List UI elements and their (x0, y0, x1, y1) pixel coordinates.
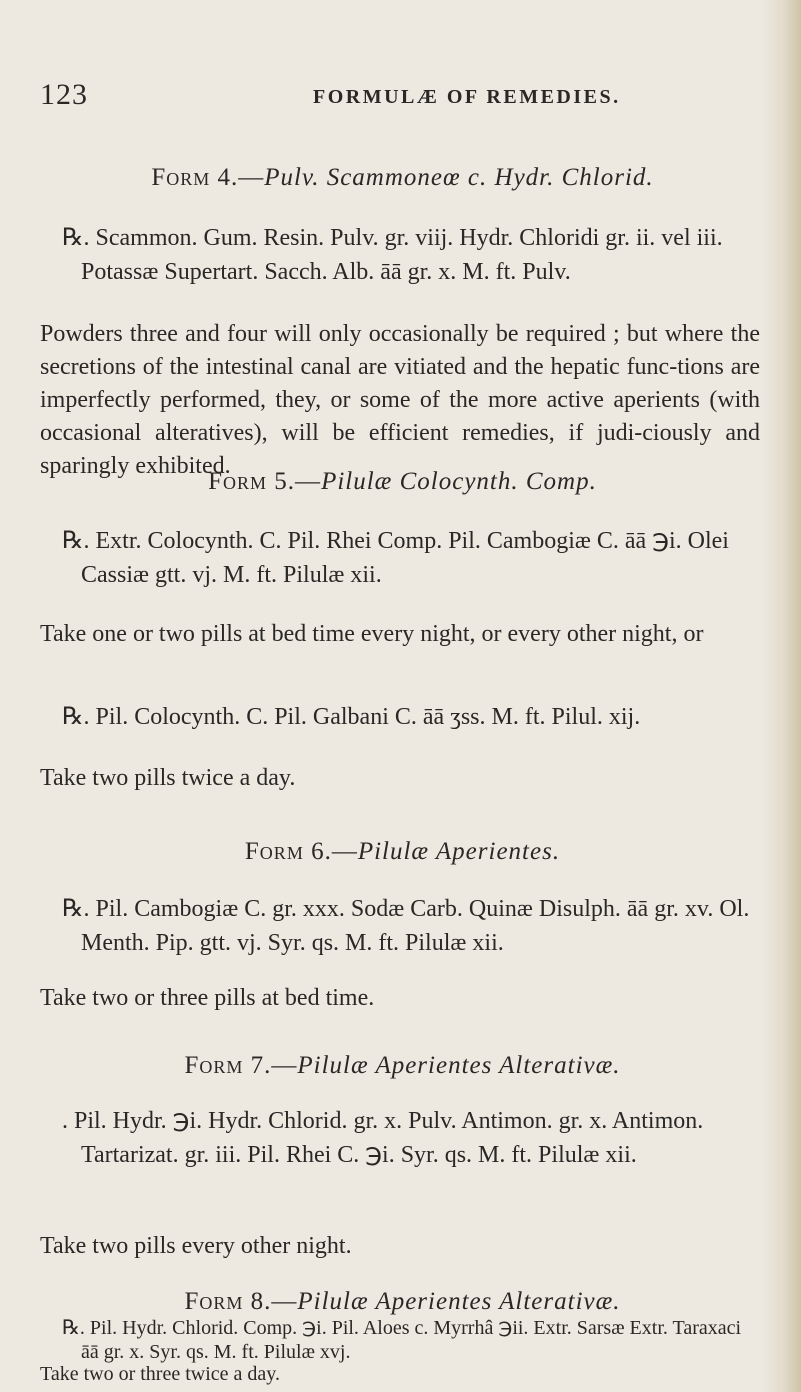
form6-directions: Take two or three pills at bed time. (40, 985, 375, 1011)
form5-directions: Take one or two pills at bed time every night, or every other night, or (40, 621, 704, 647)
form7-prescription: . Pil. Hydr. ℈i. Hydr. Chlorid. gr. x. Pulv. Antimon. gr. x. Antimon. Tartarizat. gr. iii. Pil. Rhei C. ℈i. Syr. qs. M. ft. Pilulæ xii. (62, 1108, 704, 1168)
page-header (40, 78, 760, 118)
form6-title: Form 6.—Pilulæ Aperientes. (244, 838, 561, 865)
paragraph-1: Powders three and four will only occasionally be required ; but where the secretions of the intestinal canal are vitiated and the hepatic func-tions are imperfectly performed, they, or some of the more active aperients (with occasional alteratives), will be efficient remedies, if judi-ciously and sparingly exhibited. (40, 321, 760, 479)
form6-prescription: ℞. Pil. Cambogiæ C. gr. xxx. Sodæ Carb. Quinæ Disulph. āā gr. xv. Ol. Menth. Pip. gtt. vj. Syr. qs. M. ft. Pilulæ xii. (62, 896, 750, 956)
form5-title: Form 5.—Pilulæ Colocynth. Comp. (208, 468, 597, 495)
form7-directions: Take two pills every other night. (40, 1233, 352, 1259)
form8-prescription: ℞. Pil. Hydr. Chlorid. Comp. ℈i. Pil. Aloes c. Myrrhâ ℈ii. Extr. Sarsæ Extr. Taraxaci āā gr. x. Syr. qs. M. ft. Pilulæ xvj. (62, 1317, 742, 1363)
form5-prescription: ℞. Extr. Colocynth. C. Pil. Rhei Comp. Pil. Cambogiæ C. āā ℈i. Olei Cassiæ gtt. vj. M. ft. Pilulæ xii. (62, 528, 729, 588)
form5-directions-alt: Take two pills twice a day. (40, 765, 296, 791)
form5-prescription-alt: ℞. Pil. Colocynth. C. Pil. Galbani C. āā ʒss. M. ft. Pilul. xij. (62, 704, 641, 730)
form4-title: Form 4.—Pulv. Scammoneœ c. Hydr. Chlorid. (151, 164, 654, 191)
form8-directions: Take two or three twice a day. (40, 1363, 280, 1385)
running-head: FORMULÆ OF REMEDIES. (313, 86, 621, 108)
page-number: 123 (40, 78, 88, 111)
form4-prescription: ℞. Scammon. Gum. Resin. Pulv. gr. viij. Hydr. Chloridi gr. ii. vel iii. Potassæ Supertart. Sacch. Alb. āā gr. x. M. ft. Pulv. (62, 225, 723, 285)
page-edge-shadow (761, 0, 801, 1392)
form7-title: Form 7.—Pilulæ Aperientes Alterativæ. (184, 1052, 621, 1079)
form8-title: Form 8.—Pilulæ Aperientes Alterativæ. (184, 1288, 621, 1315)
